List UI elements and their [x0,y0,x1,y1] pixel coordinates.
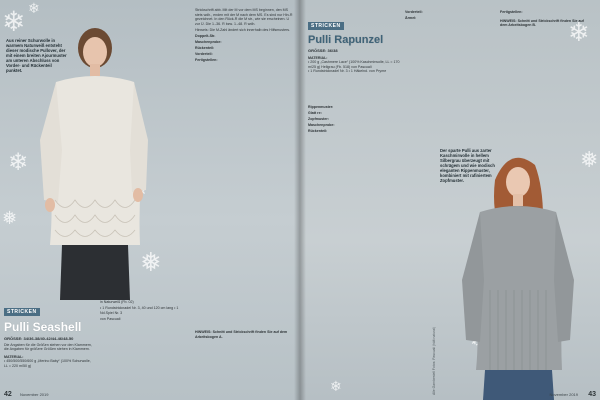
material-head: MATERIAL: [308,56,328,60]
section-head: Ärmel: [405,16,417,21]
title-block [308,14,403,74]
snowflake-icon: ❅ [580,148,599,173]
paragraph [195,52,293,57]
pattern-title: Pulli Rapunzel [308,34,384,46]
paragraph [500,10,592,15]
snowflake-icon: ❄ [28,1,40,17]
instructions-column-1 [308,105,403,135]
paragraph [405,16,497,21]
section-head: Maschenprobe: [308,123,335,128]
paragraph: von Pascuali [100,316,121,321]
hinweis-block [195,330,293,341]
hinweis: HINWEIS: Schnitt und Strickschrift finden Sie auf dem Arbeitsbogen B. [500,18,584,28]
paragraph [195,46,293,51]
paragraph: Strickschrift abb. Mit der M vor dem MS beginnen, den MS stets wdh., enden mit der M nach dem MS. Es sind nur Hin-R gezeichnet. In den Rück-R die M str., wie sie erscheinen. U zur Ü. Die 1.-36. R bzw. 1.-48. R wdh. [195,8,293,26]
paragraph [308,111,403,116]
paragraph: in Naturweiß (Fb. 02) [100,300,134,304]
photo-caption: Der sparte Pulli aus zarter Kaschmirwolle in hellem Silbergrau überzeugt mit schrägem und wie modisch eleganten Rippenmuster, kombiniert mit rafiniertem Zopfmuster. [440,148,495,183]
snowflake-icon: ❄ [330,379,342,395]
snowflake-icon: ❄ [568,18,590,48]
snowflake-icon: ❅ [2,208,18,229]
section-head: Rückenteil: [308,129,328,134]
section-head: Fertigstellen: [195,58,218,63]
gutter-shadow [300,0,306,400]
section-head: Glatt re: [308,111,322,116]
instructions-column-2 [405,10,497,22]
section-head: Zopfmuster: [308,117,329,122]
sizes: GRÖSSE: 36/38 [308,48,338,53]
paragraph [195,34,293,39]
photo-credit: Alle Garnbestell Fotos: Pascuali (hält natural) [432,326,436,395]
footer-date: November 2019 [20,392,49,397]
section-head: Fertigstellen: [500,10,523,14]
paragraph [308,117,403,122]
right-page [300,0,600,400]
snowflake-icon: ❄ [2,5,26,38]
footer-date: November 2019 [549,392,578,397]
intro-text: Die Angaben für die Größen stehen vor den Klammern, die Angaben für größere Größen stehen in Klammern. [4,343,92,352]
instructions-column-1 [195,8,293,64]
hinweis: HINWEIS: Schnitt und Strickschrift finden Sie auf dem Arbeitsbogen A. [195,330,288,339]
needles-text: • 1 Rundstricknadel Nr. 3 • 1 Häkelnd. von Pryme [308,69,387,74]
paragraph: • 1 Rundstricknadel Nr. 3, 40 und 120 cm lang • 1 Nd.Spiel Nr. 3 [100,306,179,315]
paragraph: Hinweis: Die M-Zahl ändert sich innerhalb des Hilfsmusters. [195,27,291,32]
title-block [4,300,94,368]
paragraph [308,123,403,128]
snowflake-icon: ❄ [8,148,29,176]
section-head: Vorderteil: [195,52,213,57]
paragraph [308,105,403,110]
sizes: GRÖSSE: 34/36-38/40-42/44-46/48-50 [4,336,74,341]
section-head: Doppelt-Str. [195,33,216,38]
section-head: Rückenteil: [195,46,215,51]
category-tag: STRICKEN [308,22,344,30]
page-number: 43 [588,391,596,398]
section-head: Rippenmuster: [308,105,334,109]
category-tag: STRICKEN [4,308,40,316]
instructions-column-3 [500,10,592,29]
paragraph [195,40,293,45]
material-head: MATERIAL: [4,354,24,359]
paragraph [195,58,293,63]
snowflake-icon: ❅ [140,248,162,278]
section-head: Maschenprobe: [195,40,222,45]
paragraph [405,10,497,15]
section-head: Vorderteil: [405,10,423,14]
photo-caption: Aus reiner Schurwolle in warmem Naturweiß entsteht dieser modische Pullover, der mit einem breiten Ajourmuster am unteren Abschluss von Vorder- und Rückenteil punktet. [6,38,67,73]
page-number: 42 [4,391,12,398]
material-text: • 450/500/550/600 g „Merino Baby“ (100% Schurwolle, LL = 220 m/50 g) [4,359,91,368]
instructions-column-2 [100,300,192,323]
paragraph [308,129,403,134]
pattern-title: Pulli Seashell [4,320,82,334]
material-text: • 200 g „Cashmere Lace“ (100% Kaschmirwolle, LL = 170 m/25 g) Hellgrau (Fb. 518) von Pascuali [308,60,400,69]
